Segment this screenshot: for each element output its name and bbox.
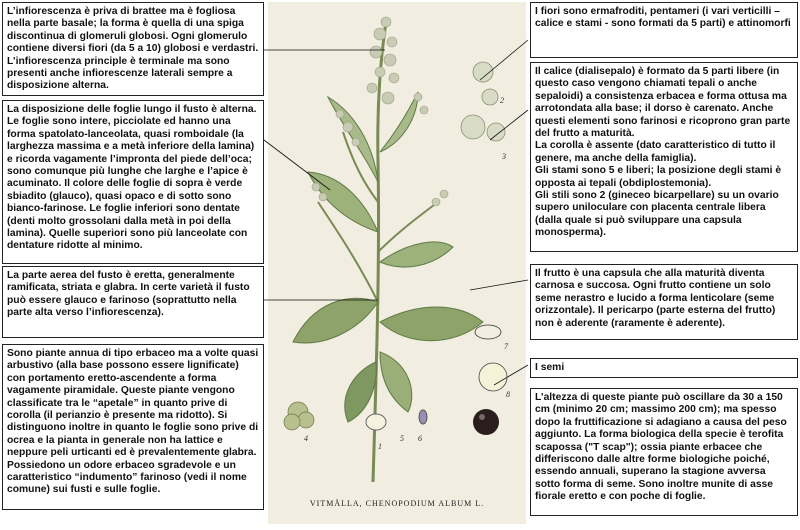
fruit-text: Il frutto è una capsula che alla maturità diventa carnosa e succosa. Ogni frutto contiene un solo seme nerastro e lucido a forma lenticolare (seme orizzontale). Il pericarpo (parte esterna del frutto) non è aderente (raramente è aderente). <box>530 264 798 340</box>
seeds-text: I semi <box>530 358 798 378</box>
plate-caption: VITMÅLLA, CHENOPODIUM ALBUM L. <box>309 499 485 508</box>
calyx-text: Il calice (dialisepalo) è formato da 5 parti libere (in questo caso vengono chiamati tepali o anche sepaloidi) a consistenza erbacea e forma ottusa ma arrotondata alla base; il dorso è carenato. Anche questi elementi sono farinosi e ricoprono gran parte del frutto a maturità. La corolla è assente (dato caratteristico di tutto il genere, ma anche della famiglia). Gli stami sono 5 e liberi; la posizione degli stami è opposta ai tepali (obdiplostemonia). Gli stili sono 2 (gineceo bicarpellare) su un ovario supero uniloculare con placenta centrale libera (dalla quale si può sviluppare una capsula monosperma). <box>530 62 798 252</box>
figure-number: 2 <box>500 96 504 105</box>
figure-number: 6 <box>418 434 422 443</box>
figure-number: 5 <box>400 434 404 443</box>
plant-illustration <box>268 2 526 502</box>
height-text: L’altezza di queste piante può oscillare da 30 a 150 cm (minimo 20 cm; massimo 200 cm); ma spesso dopo la fruttificazione si adagiano a causa del peso aggiunto. La forma biologica della specie è terofita scapossa ("T scap"); ossia piante erbacee che differiscono dalle altre forme biologiche poiché, essendo annuali, superano la stagione avversa sotto forma di seme. Sono inoltre munite di asse fiorale eretto e con poche di foglie. <box>530 388 798 516</box>
leaves-text: La disposizione delle foglie lungo il fusto è alterna. Le foglie sono intere, picciolate ed hanno una forma spatolato-lanceolata, quasi romboidale (la larghezza massima e a metà inferiore della lamina) e ricorda vagamente l’impronta del piede dell’oca; sono comunque più lunghe che larghe e l’apice è acuminato. Il colore delle foglie di sopra è verde sbiadito (glauco), quasi opaco e di sotto sono bianco-farinose. Le foglie inferiori sono dentate (denti molto grossolani dalla metà in poi della lamina). Quelle superiori sono più lanceolate con dentature ridotte al minimo. <box>2 100 264 264</box>
figure-number: 1 <box>378 442 382 451</box>
flowers-text: I fiori sono ermafroditi, pentameri (i vari verticilli – calice e stami - sono formati da 5 parti) e attinomorfi <box>530 2 798 58</box>
figure-number: 8 <box>506 390 510 399</box>
stem-text: La parte aerea del fusto è eretta, generalmente ramificata, striata e glabra. In certe varietà il fusto può essere glauco e farinoso (soprattutto nella parte alta verso l’infiorescenza). <box>2 266 264 338</box>
figure-number: 7 <box>504 342 508 351</box>
plants-text: Sono piante annua di tipo erbaceo ma a volte quasi arbustivo (alla base possono essere lignificate) con portamento eretto-ascendente a forma vagamente piramidale. Queste piante vengono classificate tra le “apetale” in quanto prive di corolla (il perianzio è presente ma ridotto). Si distinguono inoltre in quanto le foglie sono prive di ocrea e la pianta in generale non ha lattice e neppure peli urticanti ed è prevalentemente glabra. Possiedono un odore erbaceo sgradevole e un caratteristico “indumento” farinoso (vedi il nome comune) sui fusti e sulle foglie. <box>2 344 264 510</box>
figure-number: 4 <box>304 434 308 443</box>
figure-number: 3 <box>502 152 506 161</box>
inflorescence-text: L’infiorescenza è priva di brattee ma è fogliosa nella parte basale; la forma è quella di una spiga discontinua di glomeruli globosi. Ogni glomerulo contiene diversi fiori (da 5 a 10) globosi e verdastri. L’infiorescenza principle è terminale ma sono presenti anche infiorescenze laterali sempre a disposizione alterna. <box>2 2 264 96</box>
botanical-plate <box>268 2 526 524</box>
